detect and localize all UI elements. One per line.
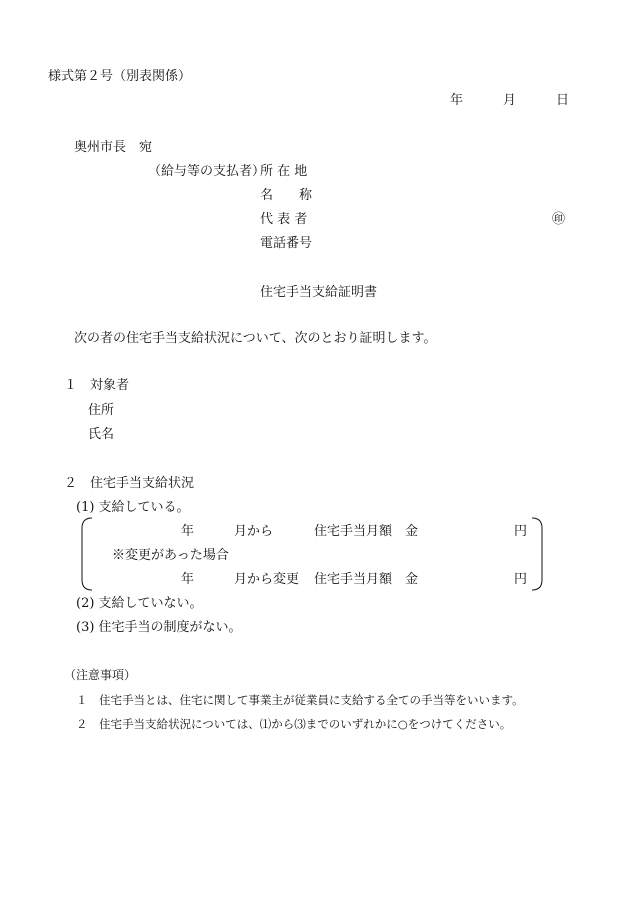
row1-monthly-amount: 住宅手当月額 金 xyxy=(314,524,419,539)
notes-heading: （注意事項） xyxy=(64,668,137,682)
section1-address-label: 住所 xyxy=(88,403,115,418)
addressee: 奥州市長 宛 xyxy=(74,140,153,155)
seal-mark: ㊞ xyxy=(552,212,566,227)
section1-name-label: 氏名 xyxy=(88,427,115,442)
left-bracket xyxy=(80,517,94,591)
row2-yen: 円 xyxy=(514,572,528,587)
change-label: ※変更があった場合 xyxy=(112,548,229,563)
note-item-1: １ 住宅手当とは、住宅に関して事業主が従業員に支給する全ての手当等をいいます。 xyxy=(76,693,524,707)
row1-month-from: 月から xyxy=(234,524,274,539)
option-2: (2) 支給していない。 xyxy=(76,596,203,611)
payer-label: （給与等の支払者） xyxy=(148,164,266,179)
payer-address-label: 所 在 地 xyxy=(260,164,308,179)
date-year-label: 年 xyxy=(450,93,464,108)
option-3: (3) 住宅手当の制度がない。 xyxy=(76,620,242,635)
row1-yen: 円 xyxy=(514,524,528,539)
section2-heading: ２ 住宅手当支給状況 xyxy=(64,476,195,491)
payer-name-label: 名 称 xyxy=(260,188,313,203)
row1-year: 年 xyxy=(181,524,195,539)
date-day-label: 日 xyxy=(556,93,570,108)
document-title: 住宅手当支給証明書 xyxy=(260,285,378,300)
form-number: 様式第２号（別表関係） xyxy=(48,69,192,84)
row2-month-from-change: 月から変更 xyxy=(234,572,300,587)
date-month-label: 月 xyxy=(503,93,517,108)
right-bracket xyxy=(530,517,544,591)
row2-year: 年 xyxy=(181,572,195,587)
option-1: (1) 支給している。 xyxy=(76,500,190,515)
section1-heading: １ 対象者 xyxy=(64,378,130,393)
payer-phone-label: 電話番号 xyxy=(260,236,313,251)
row2-monthly-amount: 住宅手当月額 金 xyxy=(314,572,419,587)
payer-representative-label: 代 表 者 xyxy=(260,212,308,227)
intro-text: 次の者の住宅手当支給状況について、次のとおり証明します。 xyxy=(74,331,437,346)
note-item-2: ２ 住宅手当支給状況については、⑴から⑶までのいずれかに○をつけてください。 xyxy=(76,717,512,731)
